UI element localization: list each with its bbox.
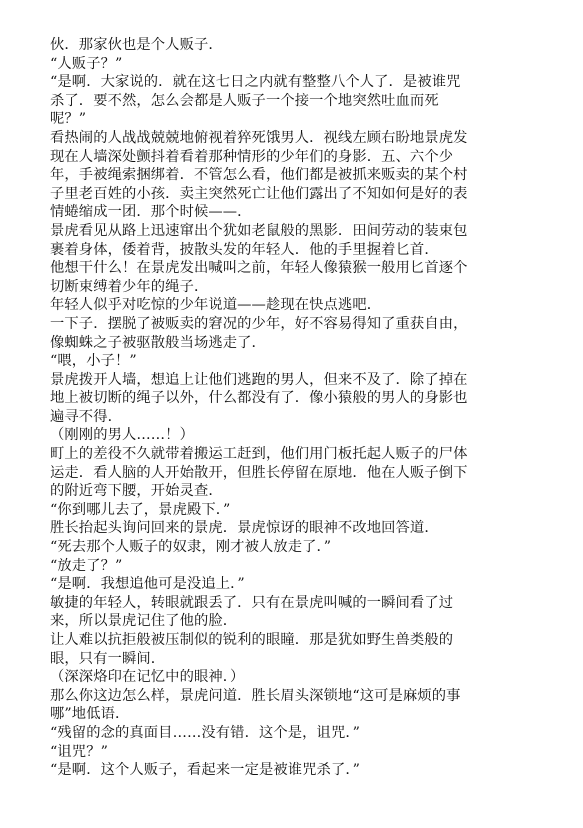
text-line: 一下子．摆脱了被贩卖的窘况的少年，好不容易得知了重获自由， (50, 315, 468, 332)
text-line: “死去那个人贩子的奴隶，刚才被人放走了．” (50, 539, 332, 556)
text-line: 杀了．要不然，怎么会都是人贩子一个接一个地突然吐血而死 (50, 92, 439, 109)
text-line: 哪”地低语． (50, 706, 130, 723)
text-line: “人贩子？” (50, 55, 123, 72)
text-line: 现在人墙深处颤抖着看着那种情形的少年们的身影．五、六个少 (50, 148, 454, 165)
text-line: 运走．看人脑的人开始散开，但胜长停留在原地．他在人贩子倒下 (50, 464, 468, 481)
text-line: （深深烙印在记忆中的眼神．） (50, 669, 245, 686)
text-line: “喂，小子！” (50, 353, 137, 370)
text-line: 年轻人似乎对吃惊的少年说道——趁现在快点逃吧． (50, 297, 382, 314)
text-line: “诅咒？” (50, 743, 109, 760)
text-line: 伙．那家伙也是个人贩子． (50, 37, 223, 53)
text-line: 像蜘蛛之子被驱散般当场逃走了． (50, 334, 266, 351)
text-line: 情蜷缩成一团．那个时候——． (50, 204, 252, 221)
text-line: 胜长抬起头询问回来的景虎．景虎惊讶的眼神不改地回答道． (50, 520, 439, 537)
text-line: “你到哪儿去了，景虎殿下．” (50, 501, 231, 518)
text-line: “是啊．这个人贩子，看起来一定是被谁咒杀了．” (50, 762, 360, 779)
text-line: 那么你这边怎么样，景虎问道．胜长眉头深锁地“这可是麻烦的事 (50, 687, 461, 704)
text-line: “残留的念的真面目……没有错．这个是，诅咒．” (50, 724, 361, 741)
text-line: “放走了？” (50, 557, 123, 574)
text-line: “是啊．大家说的．就在这七日之内就有整整八个人了．是被谁咒 (50, 74, 461, 91)
text-line: 来，所以景虎记住了他的脸． (50, 613, 238, 630)
text-line: 他想干什么！在景虎发出喊叫之前，年轻人像猿猴一般用匕首逐个 (50, 260, 468, 277)
text-line: 景虎拨开人墙，想追上让他们逃跑的男人，但来不及了．除了掉在 (50, 371, 468, 388)
text-line: 年，手被绳索捆绑着．不管怎么看，他们都是被抓来贩卖的某个村 (50, 167, 468, 184)
document-body (50, 36, 540, 780)
text-line: 敏捷的年轻人，转眼就跟丢了．只有在景虎叫喊的一瞬间看了过 (50, 594, 454, 611)
text-line: 切断束缚着少年的绳子． (50, 278, 209, 295)
text-line: 町上的差役不久就带着搬运工赶到，他们用门板托起人贩子的尸体 (50, 446, 468, 463)
text-line: 景虎看见从路上迅速窜出个犹如老鼠般的黑影．田间劳动的装束包 (50, 222, 468, 239)
text-line: “是啊．我想追他可是没追上．” (50, 576, 245, 593)
text-line: 让人难以抗拒般被压制似的锐利的眼瞳．那是犹如野生兽类般的 (50, 632, 454, 648)
text-line: 呢？” (50, 111, 87, 128)
text-line: （刚刚的男人……！） (50, 427, 194, 444)
text-line: 地上被切断的绳子以外，什么都没有了．像小猿般的男人的身影也 (50, 390, 468, 407)
text-line: 看热闹的人战战兢兢地俯视着猝死饿男人．视线左顾右盼地景虎发 (50, 129, 468, 146)
text-line: 子里老百姓的小孩．卖主突然死亡让他们露出了不知如何是好的表 (50, 185, 468, 202)
text-line: 裹着身体，倭着背，披散头发的年轻人．他的手里握着匕首． (50, 241, 439, 258)
text-line: 眼，只有一瞬间． (50, 650, 166, 667)
text-line: 遍寻不得． (50, 408, 122, 425)
text-line: 的附近弯下腰，开始灵查． (50, 483, 223, 500)
